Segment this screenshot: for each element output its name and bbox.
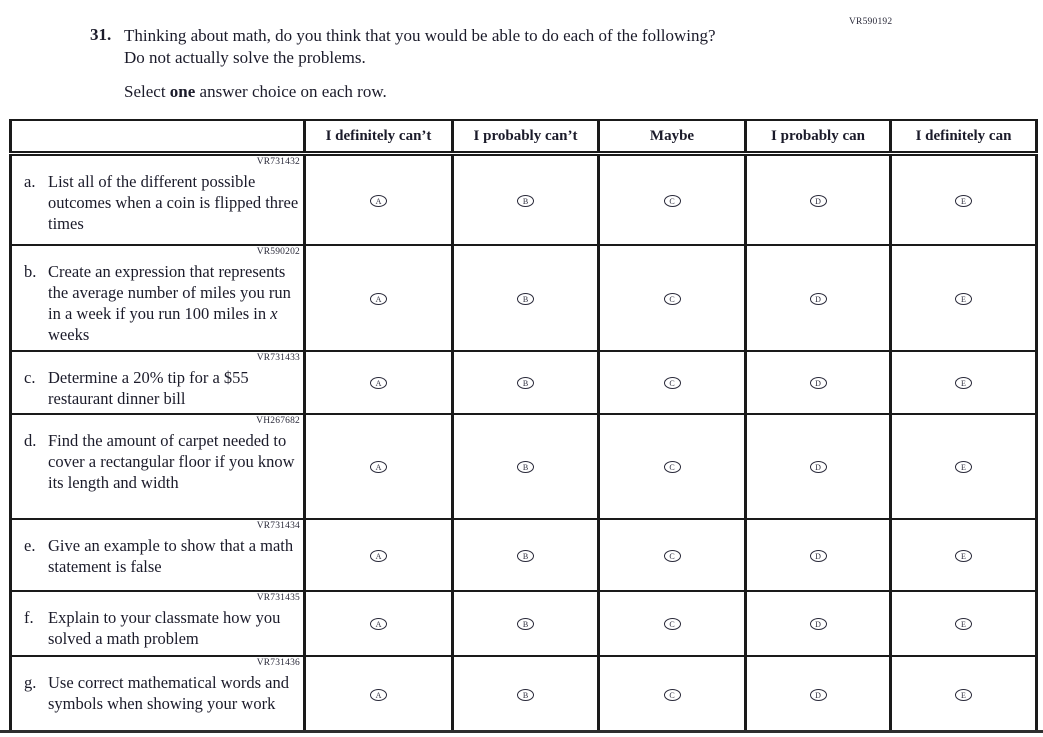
answer-cell xyxy=(746,245,891,351)
answer-cell xyxy=(453,154,599,245)
option-bubble-E[interactable]: E xyxy=(955,461,972,473)
answer-grid xyxy=(9,119,1038,733)
item-text: Give an example to show that a math statement is false xyxy=(48,535,294,577)
option-bubble-C[interactable]: C xyxy=(664,195,681,207)
row-stem-cell xyxy=(11,519,305,591)
option-bubble-A[interactable]: A xyxy=(370,689,387,701)
question-header xyxy=(90,0,850,102)
answer-cell xyxy=(891,414,1037,519)
item-text: Create an expression that represents the average number of miles you run in a week if you run 100 miles in x weeks xyxy=(48,261,291,345)
option-bubble-E[interactable]: E xyxy=(955,377,972,389)
option-bubble-C[interactable]: C xyxy=(664,293,681,305)
option-bubble-C[interactable]: C xyxy=(664,618,681,630)
option-bubble-A[interactable]: A xyxy=(370,377,387,389)
option-bubble-C[interactable]: C xyxy=(664,377,681,389)
item-text: Find the amount of carpet needed to cover a rectangular floor if you know its length and width xyxy=(48,430,295,493)
option-bubble-D[interactable]: D xyxy=(810,293,827,305)
answer-cell xyxy=(453,519,599,591)
item-code: VR590202 xyxy=(256,246,300,257)
option-bubble-E[interactable]: E xyxy=(955,550,972,562)
item-letter: f. xyxy=(24,607,34,627)
option-bubble-C[interactable]: C xyxy=(664,689,681,701)
answer-cell xyxy=(305,154,453,245)
option-bubble-E[interactable]: E xyxy=(955,618,972,630)
item-letter: c. xyxy=(24,367,36,387)
option-bubble-B[interactable]: B xyxy=(517,689,534,701)
row-stem-cell xyxy=(11,591,305,656)
option-bubble-A[interactable]: A xyxy=(370,550,387,562)
option-bubble-D[interactable]: D xyxy=(810,550,827,562)
option-bubble-D[interactable]: D xyxy=(810,461,827,473)
column-header: I definitely can xyxy=(891,120,1037,154)
row-stem-cell xyxy=(11,154,305,245)
answer-cell xyxy=(305,519,453,591)
answer-cell xyxy=(599,351,746,414)
column-header: I probably can’t xyxy=(453,120,599,154)
question-text xyxy=(124,25,716,69)
item-code: VH267682 xyxy=(256,415,300,426)
option-bubble-E[interactable]: E xyxy=(955,293,972,305)
answer-cell xyxy=(599,519,746,591)
option-bubble-B[interactable]: B xyxy=(517,618,534,630)
answer-cell xyxy=(305,245,453,351)
form-code: VR590192 xyxy=(849,17,893,27)
item-text: Explain to your classmate how you solved a math problem xyxy=(48,607,281,649)
answer-cell xyxy=(746,414,891,519)
answer-cell xyxy=(453,656,599,732)
answer-cell xyxy=(746,519,891,591)
option-bubble-A[interactable]: A xyxy=(370,195,387,207)
answer-cell xyxy=(746,591,891,656)
answer-cell xyxy=(891,656,1037,732)
question-instruction xyxy=(124,82,850,102)
question-line1: Thinking about math, do you think that you would be able to do each of the following? xyxy=(124,26,716,45)
answer-cell xyxy=(599,656,746,732)
answer-cell xyxy=(305,656,453,732)
item-code: VR731435 xyxy=(256,592,300,603)
answer-cell xyxy=(746,154,891,245)
item-code: VR731432 xyxy=(256,157,300,168)
row-stem-cell xyxy=(11,656,305,732)
item-letter: d. xyxy=(24,430,37,450)
row-stem-cell xyxy=(11,245,305,351)
item-code: VR731436 xyxy=(256,657,300,668)
page-bottom-rule xyxy=(0,730,1043,733)
answer-cell xyxy=(891,519,1037,591)
row-stem-cell xyxy=(11,351,305,414)
option-bubble-D[interactable]: D xyxy=(810,377,827,389)
answer-cell xyxy=(453,245,599,351)
answer-cell xyxy=(891,351,1037,414)
question-number: 31. xyxy=(90,25,112,44)
option-bubble-A[interactable]: A xyxy=(370,461,387,473)
column-header: I probably can xyxy=(746,120,891,154)
answer-cell xyxy=(746,351,891,414)
option-bubble-E[interactable]: E xyxy=(955,195,972,207)
item-text: Determine a 20% tip for a $55 restaurant dinner bill xyxy=(48,367,249,408)
answer-cell xyxy=(305,414,453,519)
answer-cell xyxy=(599,245,746,351)
option-bubble-A[interactable]: A xyxy=(370,293,387,305)
item-letter: g. xyxy=(24,672,37,692)
option-bubble-A[interactable]: A xyxy=(370,618,387,630)
item-letter: e. xyxy=(24,535,36,555)
row-stem-cell xyxy=(11,414,305,519)
answer-cell xyxy=(453,591,599,656)
table-row xyxy=(11,414,1037,519)
answer-cell xyxy=(599,154,746,245)
column-header: I definitely can’t xyxy=(305,120,453,154)
answer-cell xyxy=(453,351,599,414)
option-bubble-B[interactable]: B xyxy=(517,195,534,207)
answer-cell xyxy=(599,414,746,519)
instruction-prefix: Select xyxy=(124,82,166,102)
item-code: VR731433 xyxy=(256,352,300,363)
instruction-emphasis: one xyxy=(169,82,196,102)
option-bubble-B[interactable]: B xyxy=(517,377,534,389)
item-text: List all of the different possible outcomes when a coin is flipped three times xyxy=(48,172,299,234)
option-bubble-C[interactable]: C xyxy=(664,461,681,473)
item-letter: b. xyxy=(24,261,37,281)
answer-cell xyxy=(746,656,891,732)
option-bubble-D[interactable]: D xyxy=(810,618,827,630)
answer-cell xyxy=(599,591,746,656)
stem-header-cell xyxy=(11,120,305,154)
option-bubble-D[interactable]: D xyxy=(810,195,827,207)
item-letter: a. xyxy=(24,172,36,192)
item-code: VR731434 xyxy=(256,520,300,531)
table-row xyxy=(11,591,1037,656)
table-row xyxy=(11,656,1037,732)
column-header: Maybe xyxy=(599,120,746,154)
answer-cell xyxy=(891,591,1037,656)
option-bubble-B[interactable]: B xyxy=(517,293,534,305)
table-row xyxy=(11,519,1037,591)
grid-header-row xyxy=(11,120,1037,154)
option-bubble-B[interactable]: B xyxy=(517,461,534,473)
table-row xyxy=(11,245,1037,351)
answer-cell xyxy=(891,245,1037,351)
answer-cell xyxy=(891,154,1037,245)
question-line2: Do not actually solve the problems. xyxy=(124,48,366,68)
option-bubble-D[interactable]: D xyxy=(810,689,827,701)
option-bubble-B[interactable]: B xyxy=(517,550,534,562)
answer-cell xyxy=(305,591,453,656)
grid-body xyxy=(11,154,1037,732)
option-bubble-E[interactable]: E xyxy=(955,689,972,701)
instruction-suffix: answer choice on each row. xyxy=(199,82,387,102)
option-bubble-C[interactable]: C xyxy=(664,550,681,562)
table-row xyxy=(11,351,1037,414)
answer-cell xyxy=(453,414,599,519)
table-row xyxy=(11,154,1037,245)
item-text: Use correct mathematical words and symbols when showing your work xyxy=(48,672,289,714)
answer-cell xyxy=(305,351,453,414)
